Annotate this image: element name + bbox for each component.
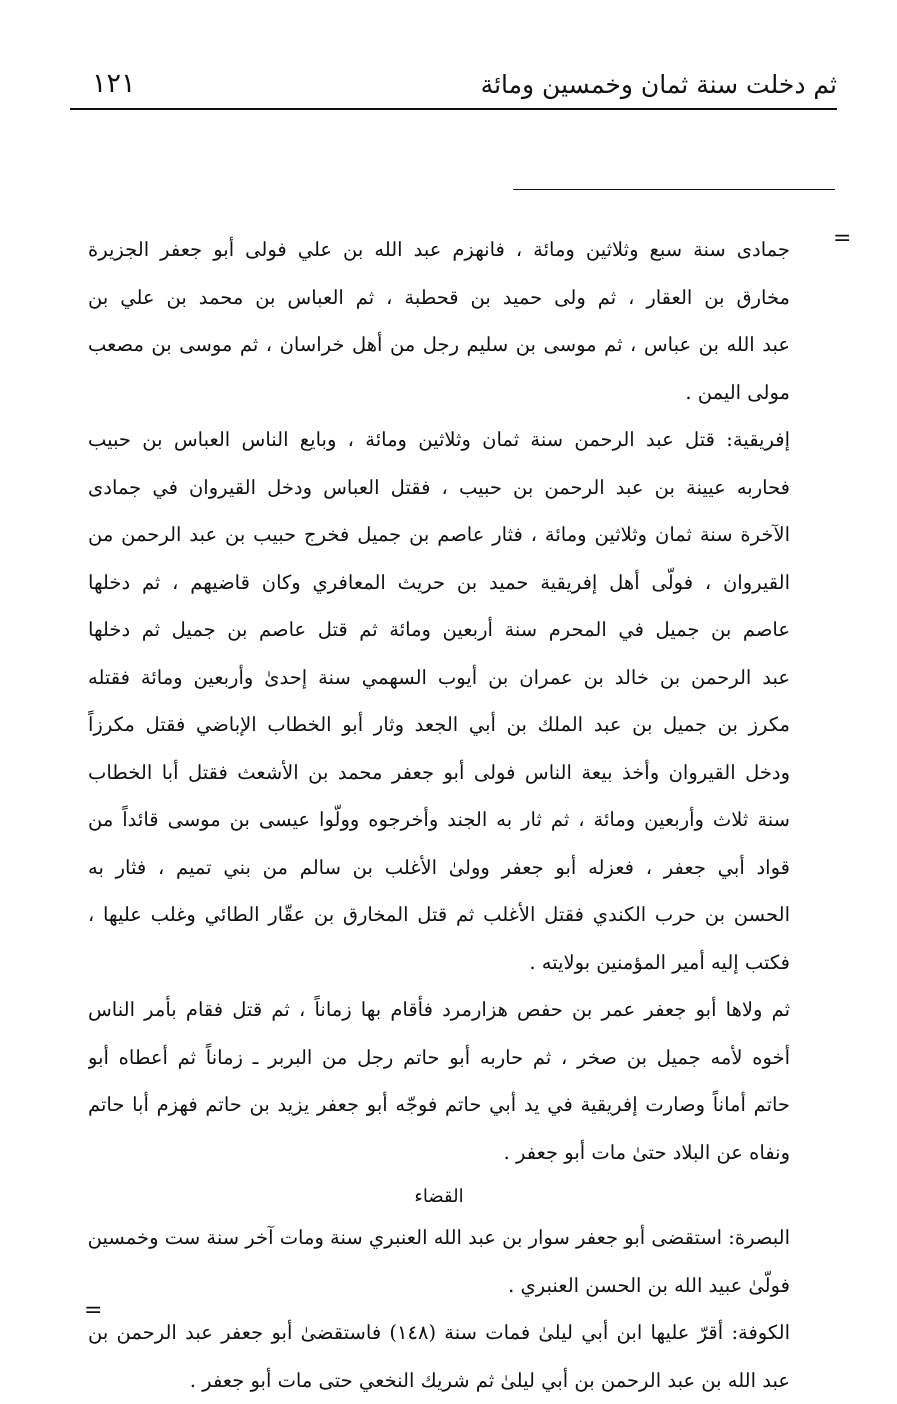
text-line: إفريقية: قتل عبد الرحمن سنة ثمان وثلاثين ومائة ، وبايع الناس العباس بن حبيب — [88, 416, 790, 464]
text-line: فولّىٰ عبيد الله بن الحسن العنبري . — [88, 1262, 790, 1310]
paragraph-umar-bin-hafs — [88, 986, 790, 1176]
continuation-mark-bottom: = — [84, 1298, 102, 1323]
section-heading: القضاء — [88, 1180, 790, 1214]
text-line: فحاربه عيينة بن عبد الرحمن بن حبيب ، فقتل العباس ودخل القيروان في جمادى — [88, 464, 790, 512]
text-line: ودخل القيروان وأخذ بيعة الناس فولى أبو جعفر محمد بن الأشعث فقتل أبا الخطاب — [88, 749, 790, 797]
page-number: ١٢١ — [92, 68, 136, 99]
paragraph-ifriqiya — [88, 416, 790, 986]
text-line: حاتم أماناً وصارت إفريقية في يد أبي حاتم فوجّه أبو جعفر يزيد بن حاتم فهزم أبا حاتم — [88, 1081, 790, 1129]
running-title: ثم دخلت سنة ثمان وخمسين ومائة — [481, 70, 837, 99]
text-line: أخوه لأمه جميل بن صخر ، ثم حاربه أبو حاتم رجل من البربر ـ زماناً ثم أعطاه أبو — [88, 1034, 790, 1082]
separator-rule — [513, 189, 835, 190]
text-line: قواد أبي جعفر ، فعزله أبو جعفر وولىٰ الأغلب بن سالم من بني تميم ، فثار به — [88, 844, 790, 892]
paragraph-jazira — [88, 226, 790, 416]
paragraph-basra — [88, 1214, 790, 1309]
paragraph-kufa — [88, 1309, 790, 1404]
text-line: عبد الله بن عباس ، ثم موسى بن سليم رجل من أهل خراسان ، ثم موسى بن مصعب — [88, 321, 790, 369]
text-line: سنة ثلاث وأربعين ومائة ، ثم ثار به الجند وأخرجوه وولّوا عيسى بن موسى قائداً من — [88, 796, 790, 844]
text-line: ثم ولاها أبو جعفر عمر بن حفص هزارمرد فأقام بها زماناً ، ثم قتل فقام بأمر الناس — [88, 986, 790, 1034]
main-text — [88, 226, 790, 1404]
text-line: البصرة: استقضى أبو جعفر سوار بن عبد الله العنبري سنة ومات آخر سنة ست وخمسين — [88, 1214, 790, 1262]
text-line: جمادى سنة سبع وثلاثين ومائة ، فانهزم عبد الله بن علي فولى أبو جعفر الجزيرة — [88, 226, 790, 274]
text-line: عبد الله بن عبد الرحمن بن أبي ليلىٰ ثم شريك النخعي حتى مات أبو جعفر . — [88, 1357, 790, 1404]
text-line: الكوفة: أقرّ عليها ابن أبي ليلىٰ فمات سنة (١٤٨) فاستقضىٰ أبو جعفر عبد الرحمن بن — [88, 1309, 790, 1357]
text-line: القيروان ، فولّى أهل إفريقية حميد بن حريث المعافري وكان قاضيهم ، ثم دخلها — [88, 559, 790, 607]
page-header — [70, 58, 837, 110]
text-line: مخارق بن العقار ، ثم ولى حميد بن قحطبة ، ثم العباس بن محمد بن علي بن — [88, 274, 790, 322]
text-line: عبد الرحمن بن خالد بن عمران بن أيوب السهمي سنة إحدىٰ وأربعين ومائة فقتله — [88, 654, 790, 702]
continuation-mark-top: = — [833, 226, 851, 251]
text-line: مكرز بن جميل بن عبد الملك بن أبي الجعد وثار أبو الخطاب الإباضي فقتل مكرزاً — [88, 701, 790, 749]
text-line: مولى اليمن . — [88, 369, 790, 417]
text-line: الآخرة سنة ثمان وثلاثين ومائة ، فثار عاصم بن جميل فخرج حبيب بن عبد الرحمن من — [88, 511, 790, 559]
text-line: الحسن بن حرب الكندي فقتل الأغلب ثم قتل المخارق بن عقّار الطائي وغلب عليها ، — [88, 891, 790, 939]
text-line: ونفاه عن البلاد حتىٰ مات أبو جعفر . — [88, 1129, 790, 1177]
text-line: عاصم بن جميل في المحرم سنة أربعين ومائة ثم قتل عاصم بن جميل ثم دخلها — [88, 606, 790, 654]
text-line: فكتب إليه أمير المؤمنين بولايته . — [88, 939, 790, 987]
